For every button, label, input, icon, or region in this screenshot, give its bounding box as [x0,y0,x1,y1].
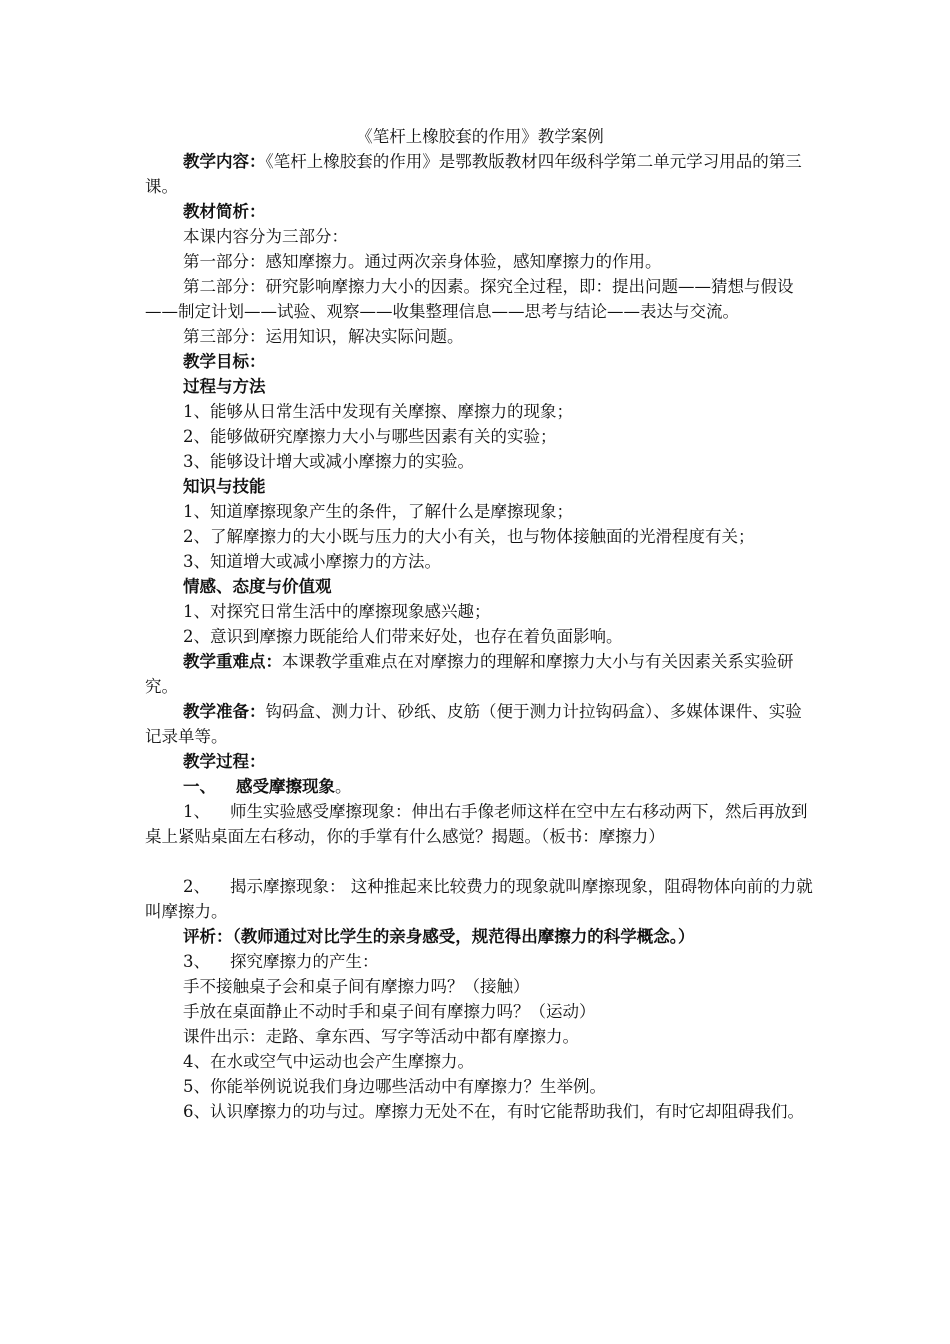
analysis-part-1: 第一部分：感知摩擦力。通过两次亲身体验，感知摩擦力的作用。 [183,252,662,271]
document-title: 《笔杆上橡胶套的作用》教学案例 [356,127,604,146]
section-number: 一、 [183,777,216,796]
step-text: 师生实验感受摩擦现象：伸出右手像老师这样在空中左右移动两下，然后再放到桌上紧贴桌面左右移动，你的手掌有什么感觉？揭题。（板书：摩擦力） [145,802,808,846]
process-line: 5、你能举例说说我们身边哪些活动中有摩擦力？生举例。 [183,1077,606,1096]
step-number: 2、 [183,877,210,896]
goal-item: 3、知道增大或减小摩擦力的方法。 [183,552,441,571]
keypoints-label: 教学重难点： [183,652,282,671]
goal-group-heading: 过程与方法 [183,377,266,396]
keypoints-text: 本课教学重难点在对摩擦力的理解和摩擦力大小与有关因素关系实验研究。 [145,652,794,696]
preparation-text: 钩码盒、测力计、砂纸、皮筋（便于测力计拉钩码盒）、多媒体课件、实验记录单等。 [145,702,802,746]
goal-item: 2、了解摩擦力的大小既与压力的大小有关，也与物体接触面的光滑程度有关； [183,527,755,546]
process-label: 教学过程： [183,752,266,771]
analysis-part-3: 第三部分：运用知识，解决实际问题。 [183,327,464,346]
section-title: 感受摩擦现象 [236,777,335,796]
process-step [145,949,815,974]
process-line: 手不接触桌子会和桌子间有摩擦力吗？（接触） [183,977,530,996]
step-number: 3、 [183,952,210,971]
section-title-end: 。 [335,777,352,796]
blank-line [145,849,815,874]
process-line: 4、在水或空气中运动也会产生摩擦力。 [183,1052,474,1071]
goals-label: 教学目标： [183,352,266,371]
section-heading [145,774,815,799]
teaching-content-text: 《笔杆上橡胶套的作用》是鄂教版教材四年级科学第二单元学习用品的第三课。 [145,152,802,196]
process-line: 手放在桌面静止不动时手和桌子间有摩擦力吗？（运动） [183,1002,596,1021]
process-line: 6、认识摩擦力的功与过。摩擦力无处不在，有时它能帮助我们，有时它却阻碍我们。 [183,1102,804,1121]
goal-item: 3、能够设计增大或减小摩擦力的实验。 [183,452,474,471]
teaching-content [145,149,815,199]
goal-item: 2、能够做研究摩擦力大小与哪些因素有关的实验； [183,427,557,446]
preparation-label: 教学准备： [183,702,266,721]
process-step [145,874,815,924]
comment: 评析：（教师通过对比学生的亲身感受，规范得出摩擦力的科学概念。） [183,927,695,946]
step-text: 探究摩擦力的产生： [230,952,379,971]
goal-item: 1、知道摩擦现象产生的条件，了解什么是摩擦现象； [183,502,573,521]
goal-group-heading: 知识与技能 [183,477,266,496]
keypoints [145,649,815,699]
goal-item: 1、能够从日常生活中发现有关摩擦、摩擦力的现象； [183,402,573,421]
goal-item: 2、意识到摩擦力既能给人们带来好处，也存在着负面影响。 [183,627,623,646]
step-number: 1、 [183,802,210,821]
analysis-part-2: 第二部分：研究影响摩擦力大小的因素。探究全过程，即：提出问题——猜想与假设——制定计划——试验、观察——收集整理信息——思考与结论——表达与交流。 [145,277,794,321]
goal-group-heading: 情感、态度与价值观 [183,577,332,596]
process-step [145,799,815,849]
preparation [145,699,815,749]
analysis-line: 本课内容分为三部分： [183,227,348,246]
goal-item: 1、对探究日常生活中的摩擦现象感兴趣； [183,602,491,621]
process-line: 课件出示：走路、拿东西、写字等活动中都有摩擦力。 [183,1027,579,1046]
teaching-content-label: 教学内容： [183,152,266,171]
document-body [145,124,815,1124]
step-text: 揭示摩擦现象： 这种推起来比较费力的现象就叫摩擦现象，阻碍物体向前的力就叫摩擦力。 [145,877,813,921]
analysis-label: 教材简析： [183,202,266,221]
